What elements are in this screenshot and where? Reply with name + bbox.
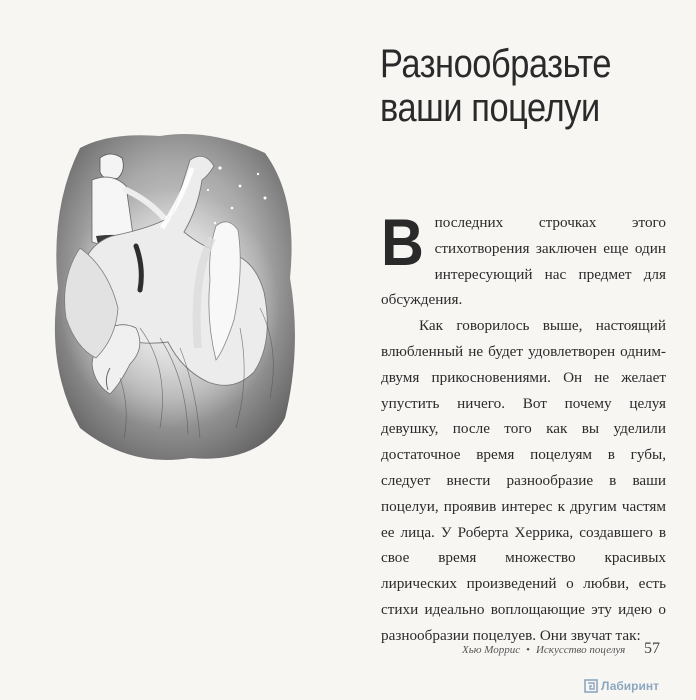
- running-footer: [462, 644, 625, 656]
- footer-separator: •: [526, 644, 530, 656]
- watermark-text: Лабиринт: [601, 679, 660, 693]
- page-number: 57: [644, 640, 660, 657]
- body-text: [381, 205, 666, 649]
- footer-book-title: Искусство поцелуя: [535, 644, 626, 656]
- paragraph-2: Как говорилось выше, настоящий влюбленный не будет удовлетворен одним-двумя прикосновениями. Он не желает упустить ничего. Вот почему целуя девушку, после того как вы уделили достаточное время поцелуям в губы, следует внести разнообразие в ваши поцелуи, проявив интерес к другим частям ее лица. У Роберта Херрика, создавшего в свое время множество красивых лирических произведений о любви, есть стихи идеально воплощающие эту идею о разнообразии поцелуев. Они звучат так:: [381, 317, 666, 644]
- paragraph-1: [381, 205, 666, 313]
- page-title: [380, 42, 638, 130]
- drop-cap: В: [381, 205, 424, 279]
- title-line-2: ваши поцелуи: [380, 86, 600, 130]
- illustration-rider-and-horses: [40, 128, 302, 468]
- title-line-1: Разнообразьте: [380, 42, 612, 86]
- footer-author: Хью Моррис: [462, 644, 521, 656]
- illustration-drawing: [40, 128, 302, 468]
- paragraph-1-text: последних строчках этого стихотворения заключен еще один интересующий нас предмет для обсуждения.: [381, 214, 666, 309]
- watermark: [584, 676, 659, 696]
- labyrinth-logo-icon: [584, 679, 598, 693]
